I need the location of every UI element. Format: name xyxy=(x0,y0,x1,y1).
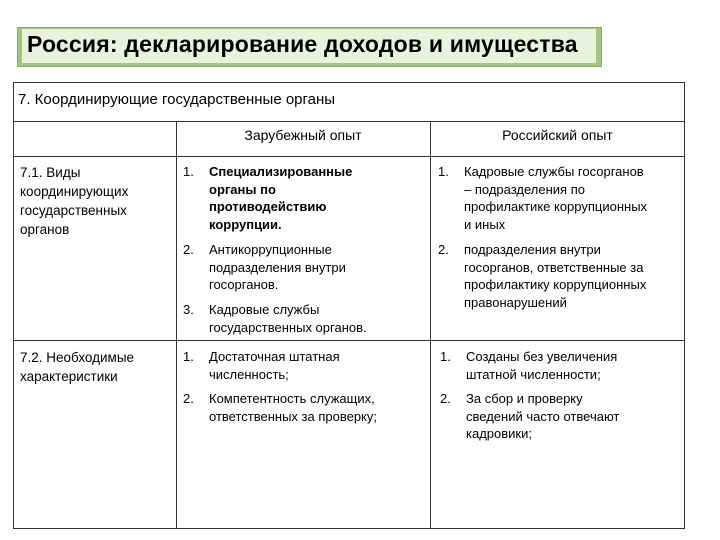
row-label-line: органов xyxy=(20,222,70,237)
table-divider-h2 xyxy=(13,340,685,341)
item-line: ответственных за проверку; xyxy=(209,408,377,424)
item-line: профилактике коррупционных xyxy=(464,199,648,214)
column-header-russian: Российский опыт xyxy=(502,127,613,143)
table-divider-v2 xyxy=(430,121,431,529)
item-number: 1. xyxy=(183,164,194,179)
item-line: – подразделения по xyxy=(464,181,585,197)
item-line: профилактику коррупционных xyxy=(464,277,647,292)
item-line: противодействию xyxy=(209,199,327,214)
row-label-characteristics xyxy=(20,348,134,386)
item-number: 2. xyxy=(438,242,449,257)
item-line: правонарушений xyxy=(464,294,567,310)
item-line: численность; xyxy=(209,366,289,382)
item-line: коррупции. xyxy=(209,216,282,232)
section-title: 7. Координирующие государственные органы xyxy=(18,91,336,108)
item-line: За сбор и проверку xyxy=(466,391,583,406)
item-line: госорганов. xyxy=(209,277,279,292)
item-line: штатной численности; xyxy=(466,366,601,382)
item-line: Компетентность служащих, xyxy=(209,391,375,406)
item-line: Созданы без увеличения xyxy=(466,349,618,364)
item-number: 3. xyxy=(183,302,194,317)
item-number: 2. xyxy=(183,242,194,257)
item-line: подразделения внутри xyxy=(464,242,601,257)
item-line: и иных xyxy=(464,216,506,232)
row-label-line: характеристики xyxy=(20,369,118,384)
item-line: органы по xyxy=(209,181,276,197)
item-number: 1. xyxy=(438,164,449,179)
table-divider-v1 xyxy=(176,121,177,529)
item-line: кадровики; xyxy=(466,426,532,441)
item-line: подразделения внутри xyxy=(209,259,346,275)
column-header-foreign: Зарубежный опыт xyxy=(244,127,362,143)
item-number: 1. xyxy=(183,349,194,364)
row-label-types xyxy=(20,163,128,239)
row-label-line: координирующих xyxy=(20,184,129,199)
item-line: госорганов, ответственные за xyxy=(464,259,644,275)
item-line: сведений часто отвечают xyxy=(466,408,620,424)
item-line: Кадровые службы госорганов xyxy=(464,164,644,179)
slide-title: Россия: декларирование доходов и имущества xyxy=(27,31,578,57)
item-line: государственных органов. xyxy=(209,319,367,335)
table-divider-h1 xyxy=(13,156,685,157)
item-line: Достаточная штатная xyxy=(209,349,340,364)
item-line: Специализированные xyxy=(209,164,353,179)
item-line: Кадровые службы xyxy=(209,302,320,317)
item-number: 1. xyxy=(440,349,451,364)
row-label-line: 7.1. Виды xyxy=(20,165,81,180)
row-label-line: 7.2. Необходимые xyxy=(20,350,135,365)
item-number: 2. xyxy=(440,391,451,406)
item-line: Антикоррупционные xyxy=(209,242,332,257)
item-number: 2. xyxy=(183,391,194,406)
row-label-line: государственных xyxy=(20,203,127,218)
